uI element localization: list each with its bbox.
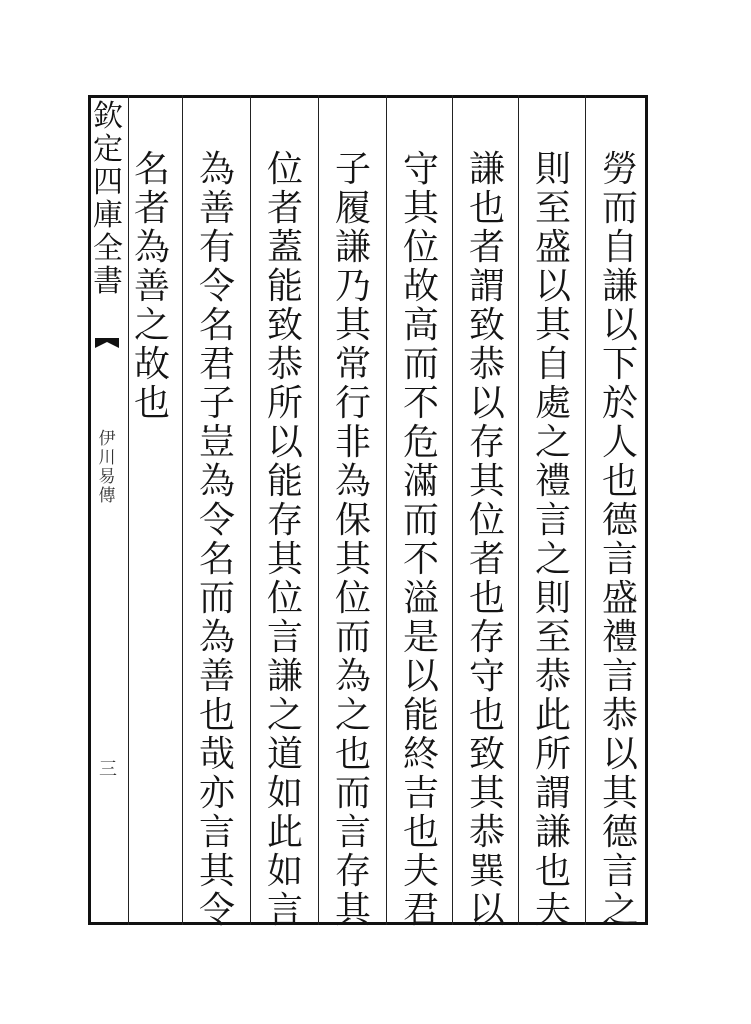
character: 令 [198,266,235,307]
character: 之 [534,422,571,463]
character: 以 [402,656,439,697]
character: 善 [198,656,235,697]
character: 子 [334,149,371,190]
character: 言 [198,812,235,853]
character: 謙 [601,266,638,307]
character: 也 [468,578,505,619]
character: 而 [402,500,439,541]
character: 恭 [266,344,303,385]
character: 言 [266,617,303,658]
character: 其 [266,539,303,580]
character: 以 [266,422,303,463]
character: 者 [468,539,505,580]
character: 言 [601,656,638,697]
character: 哉 [198,734,235,775]
column-rule [250,95,251,925]
character: 致 [468,734,505,775]
character: 勞 [601,149,638,190]
character: 故 [133,344,170,385]
character: 也 [402,812,439,853]
character: 巽 [468,851,505,892]
character: 至 [534,617,571,658]
character: 者 [468,227,505,268]
character: 其 [601,773,638,814]
character: 禮 [534,461,571,502]
text-column [120,150,184,910]
character: 而 [198,578,235,619]
character: 也 [468,695,505,736]
text-column [253,149,317,931]
character: 存 [468,422,505,463]
character: 名 [198,305,235,346]
character: 為 [198,461,235,502]
character: 非 [334,422,371,463]
character: 也 [133,383,170,424]
character: 滿 [402,461,439,502]
character: 言 [601,539,638,580]
character: 為 [198,617,235,658]
text-column [455,149,519,931]
character: 如 [266,773,303,814]
character: 其 [198,851,235,892]
character: 以 [468,383,505,424]
column-rule [585,95,586,925]
character: 不 [402,383,439,424]
character: 如 [266,851,303,892]
character: 存 [468,617,505,658]
character: 盛 [601,578,638,619]
character: 自 [601,227,638,268]
text-column [185,149,249,931]
character: 亦 [198,773,235,814]
text-column [588,149,652,931]
character: 其 [334,305,371,346]
character: 其 [468,461,505,502]
character: 謙 [534,812,571,853]
character: 故 [402,266,439,307]
column-rule [386,95,387,925]
character: 下 [601,344,638,385]
character: 守 [468,656,505,697]
character: 則 [534,578,571,619]
character: 者 [266,188,303,229]
text-column [521,149,585,931]
character: 處 [534,383,571,424]
character: 人 [601,422,638,463]
text-column [389,149,453,931]
character: 恭 [601,695,638,736]
character: 令 [198,500,235,541]
character: 履 [334,188,371,229]
character: 致 [468,305,505,346]
character: 謂 [534,773,571,814]
character: 為 [198,149,235,190]
character: 終 [402,734,439,775]
character: 道 [266,734,303,775]
character: 名 [133,149,170,190]
character: 善 [133,266,170,307]
character: 此 [266,812,303,853]
character: 之 [601,890,638,931]
character: 君 [198,344,235,385]
character: 其 [334,539,371,580]
character: 之 [334,695,371,736]
character: 之 [534,539,571,580]
column-rule [318,95,319,925]
character: 言 [534,500,571,541]
character: 君 [402,890,439,931]
character: 不 [402,539,439,580]
character: 也 [198,695,235,736]
character: 以 [534,266,571,307]
character: 也 [534,851,571,892]
character: 謂 [468,266,505,307]
character: 能 [266,266,303,307]
character: 言 [334,812,371,853]
character: 也 [468,188,505,229]
character: 夫 [402,851,439,892]
character: 而 [601,188,638,229]
character: 行 [334,383,371,424]
character: 以 [468,890,505,931]
character: 恭 [468,344,505,385]
character: 能 [266,461,303,502]
character: 子 [198,383,235,424]
book-title: 伊川易傳 [98,429,116,506]
character: 其 [468,773,505,814]
character: 之 [266,695,303,736]
character: 為 [334,461,371,502]
character: 其 [402,188,439,229]
character: 能 [402,695,439,736]
fishtail-mark-icon [95,338,119,348]
character: 恭 [468,812,505,853]
character: 其 [334,890,371,931]
character: 令 [198,890,235,931]
character: 謙 [468,149,505,190]
character: 位 [402,227,439,268]
character: 自 [534,344,571,385]
character: 盛 [534,227,571,268]
character: 而 [402,344,439,385]
collection-title: 欽定四庫全書 [93,99,123,299]
character: 德 [601,500,638,541]
character: 位 [334,578,371,619]
character: 謙 [334,227,371,268]
character: 也 [334,734,371,775]
character: 而 [334,617,371,658]
character: 位 [266,149,303,190]
character: 而 [334,773,371,814]
character: 存 [334,851,371,892]
character: 至 [534,188,571,229]
character: 之 [133,305,170,346]
character: 所 [534,734,571,775]
page-number: 三 [99,759,117,780]
character: 德 [601,812,638,853]
text-column [321,149,385,931]
character: 以 [601,734,638,775]
character: 乃 [334,266,371,307]
character: 守 [402,149,439,190]
character: 豈 [198,422,235,463]
character: 恭 [534,656,571,697]
character: 夫 [534,890,571,931]
character: 所 [266,383,303,424]
character: 者 [133,188,170,229]
character: 謙 [266,656,303,697]
character: 此 [534,695,571,736]
character: 高 [402,305,439,346]
character: 於 [601,383,638,424]
character: 蓋 [266,227,303,268]
character: 致 [266,305,303,346]
character: 為 [133,227,170,268]
character: 位 [468,500,505,541]
character: 存 [266,500,303,541]
character: 溢 [402,578,439,619]
character: 以 [601,305,638,346]
character: 言 [266,890,303,931]
character: 名 [198,539,235,580]
character: 也 [601,461,638,502]
character: 為 [334,656,371,697]
character: 善 [198,188,235,229]
character: 禮 [601,617,638,658]
character: 保 [334,500,371,541]
character: 常 [334,344,371,385]
character: 有 [198,227,235,268]
character: 是 [402,617,439,658]
character: 其 [534,305,571,346]
character: 危 [402,422,439,463]
character: 言 [601,851,638,892]
character: 吉 [402,773,439,814]
character: 則 [534,149,571,190]
character: 位 [266,578,303,619]
